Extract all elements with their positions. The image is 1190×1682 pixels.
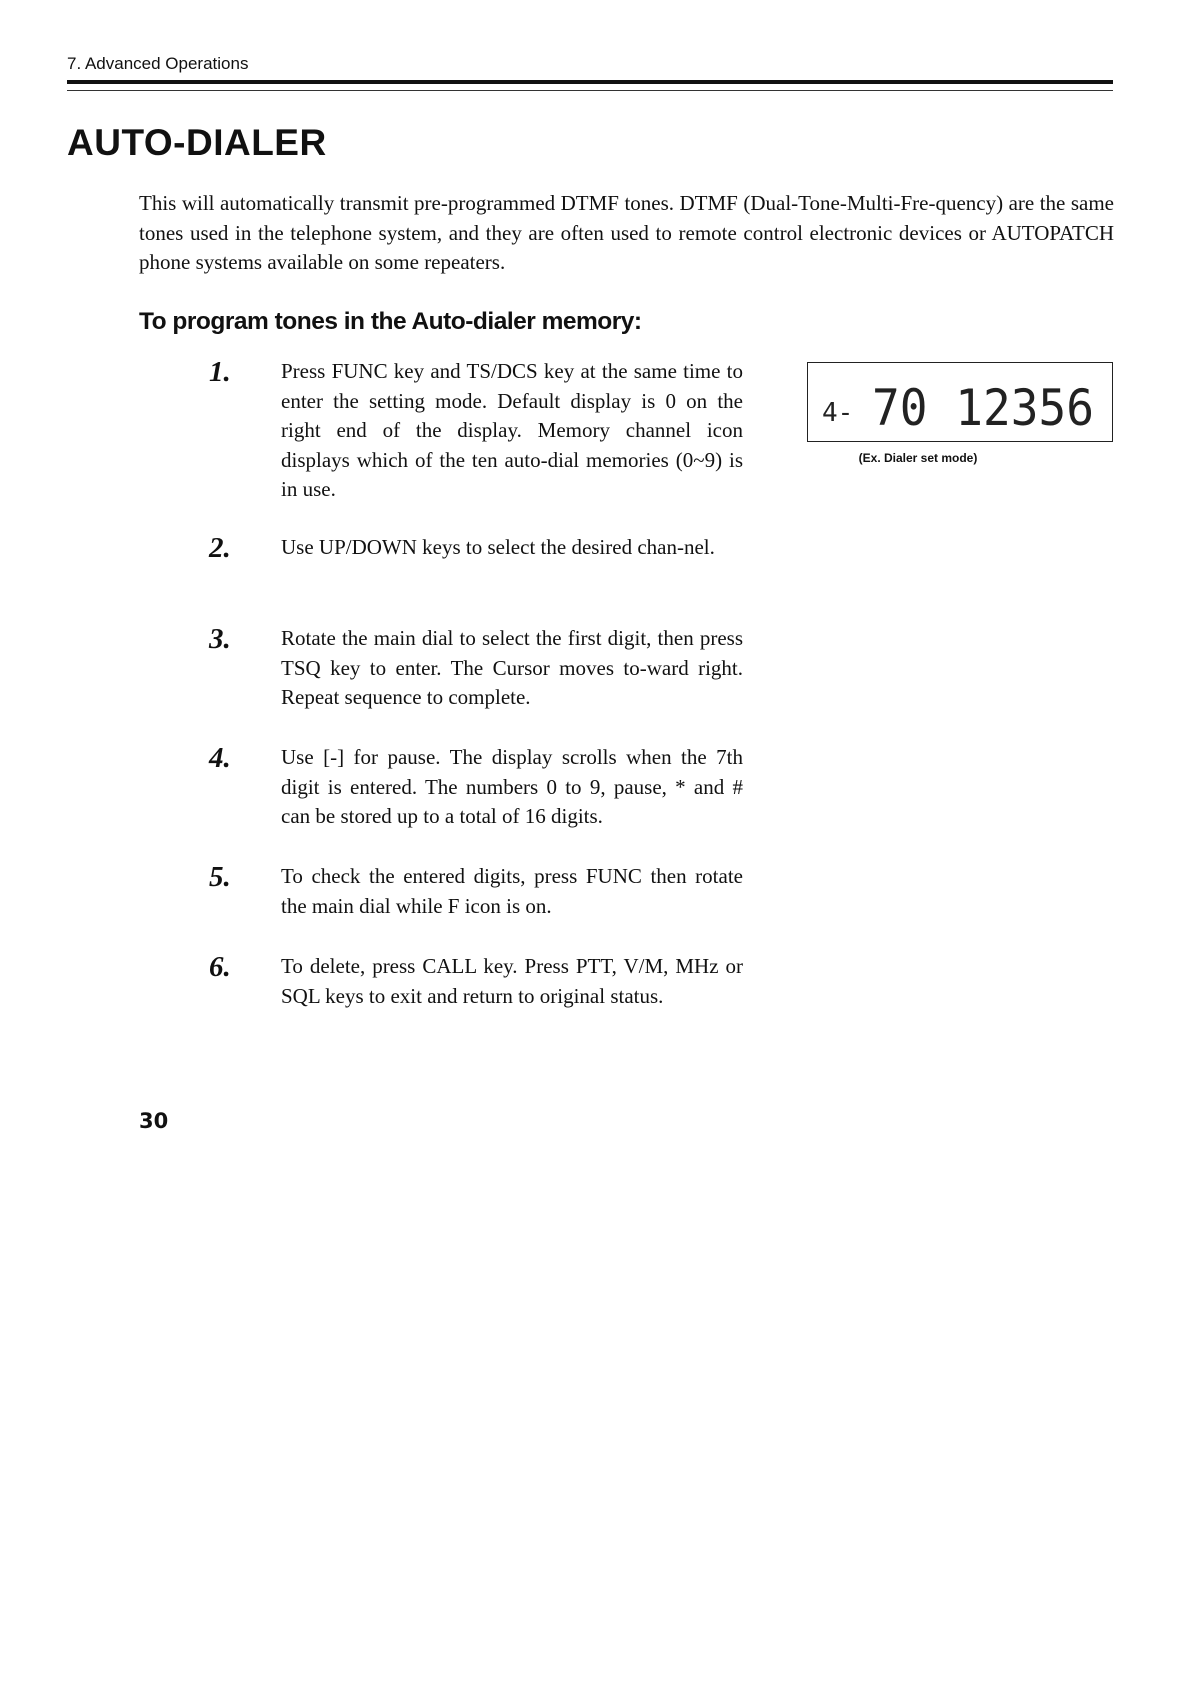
section-subheading: To program tones in the Auto-dialer memory: — [139, 308, 642, 335]
step-number: 2. — [209, 532, 231, 564]
step-text: Press FUNC key and TS/DCS key at the same time to enter the setting mode. Default display is 0 on the right end of the display. Memory channel icon displays which of the ten auto-dial memories (0~9) is in use. — [281, 359, 743, 501]
step-text: To check the entered digits, press FUNC then rotate the main dial while F icon is on. — [281, 864, 743, 918]
running-header: 7. Advanced Operations — [67, 54, 249, 73]
step-number: 5. — [209, 861, 231, 893]
step-text: Use [-] for pause. The display scrolls when the 7th digit is entered. The numbers 0 to 9, pause, * and # can be stored up to a total of 16 digits. — [281, 745, 743, 828]
lcd-display-illustration — [807, 362, 1113, 442]
page-number: 30 — [139, 1109, 169, 1133]
step-text: Rotate the main dial to select the first digit, then press TSQ key to enter. The Cursor moves to-ward right. Repeat sequence to complete. — [281, 626, 743, 709]
header-rule-thin — [67, 90, 1113, 91]
step-text: Use UP/DOWN keys to select the desired chan-nel. — [281, 535, 715, 559]
lcd-segment-digits — [808, 363, 1112, 441]
lcd-dialer-digits: 70 12356 — [872, 379, 1094, 437]
step-number: 6. — [209, 951, 231, 983]
step-number: 4. — [209, 742, 231, 774]
intro-paragraph: This will automatically transmit pre-programmed DTMF tones. DTMF (Dual-Tone-Multi-Fre-quency) are the same tones used in the telephone system, and they are often used to remote control electronic devices or AUTOPATCH phone systems available on some repeaters. — [139, 191, 1114, 274]
header-rule-thick — [67, 80, 1113, 84]
step-number: 1. — [209, 356, 231, 388]
lcd-channel-indicator: 4- — [822, 398, 854, 428]
step-number: 3. — [209, 623, 231, 655]
page-title: AUTO-DIALER — [67, 122, 327, 163]
figure-caption: (Ex. Dialer set mode) — [858, 451, 978, 465]
step-text: To delete, press CALL key. Press PTT, V/M, MHz or SQL keys to exit and return to original status. — [281, 954, 743, 1008]
